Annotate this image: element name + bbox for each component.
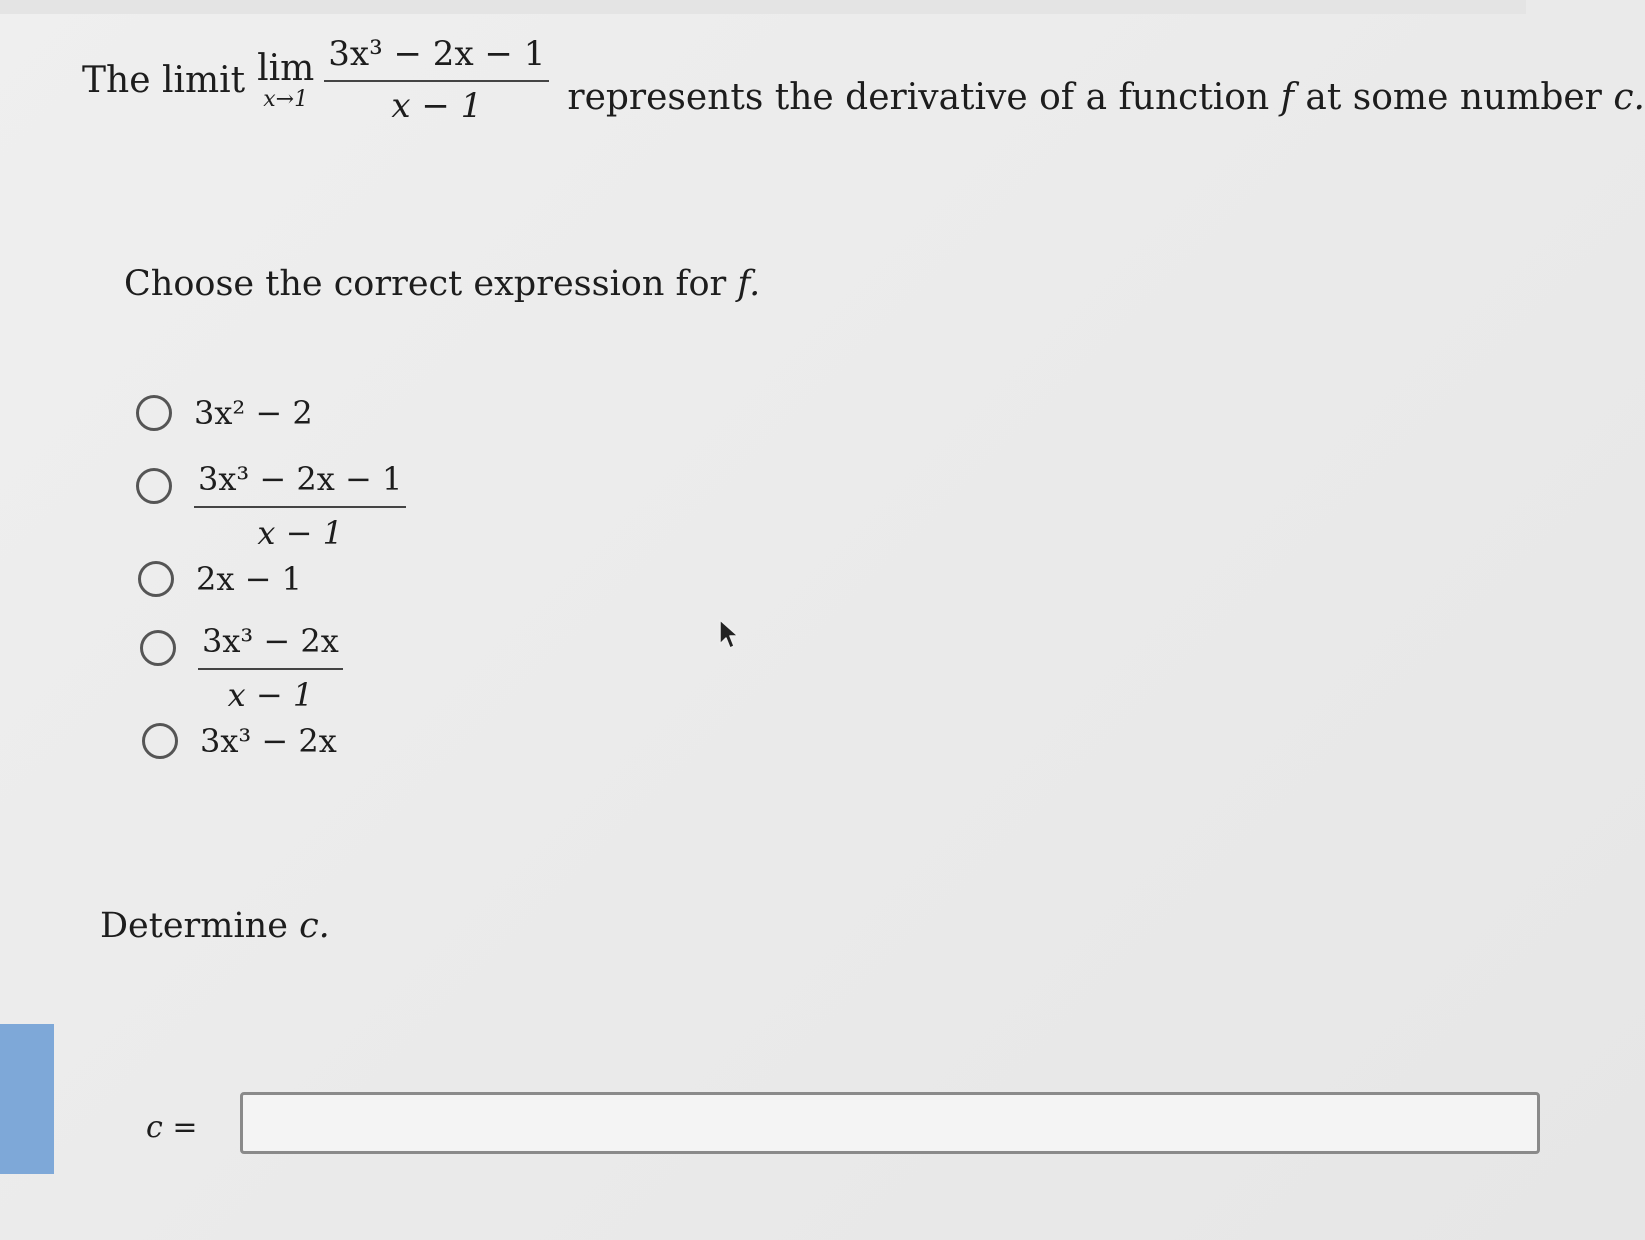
top-edge [0,0,1526,14]
option-3-label: 2x − 1 [196,560,302,598]
option-5[interactable] [142,722,337,760]
question-var-f: f [1280,76,1294,118]
option-2-fraction [194,460,406,552]
option-4[interactable] [140,622,343,714]
side-tab [0,1024,54,1174]
answer-input[interactable] [240,1092,1540,1154]
answer-label: c = [146,1110,198,1145]
radio-button-icon[interactable] [138,561,174,597]
limit-fraction [324,34,549,126]
option-5-label: 3x³ − 2x [200,722,337,760]
question-suffix [567,77,1645,118]
question-suffix-main: represents the derivative of a function [567,76,1270,118]
choose-prompt-text: Choose the correct expression for [124,264,727,304]
radio-button-icon[interactable] [136,468,172,504]
question-suffix-tail: at some number [1305,76,1602,118]
limit-subscript: x→1 [263,87,309,112]
radio-button-icon[interactable] [142,723,178,759]
option-3[interactable] [138,560,302,598]
question-prefix: The limit [82,59,246,101]
option-1[interactable] [136,394,313,432]
limit-denominator: x − 1 [391,86,483,126]
option-1-label: 3x² − 2 [194,394,313,432]
option-2[interactable] [136,460,406,552]
question-statement [82,34,1645,126]
choose-prompt-var: f. [737,264,761,304]
limit-label: lim [257,48,315,89]
limit-operator [257,48,314,112]
option-4-denominator: x − 1 [227,676,314,714]
radio-button-icon[interactable] [136,395,172,431]
option-2-denominator: x − 1 [257,514,343,552]
option-4-fraction [198,622,343,714]
option-4-numerator: 3x³ − 2x [202,622,339,660]
determine-prompt [100,906,330,946]
pointer-cursor-icon [716,618,740,654]
radio-button-icon[interactable] [140,630,176,666]
limit-numerator: 3x³ − 2x − 1 [328,34,546,74]
option-2-numerator: 3x³ − 2x − 1 [198,460,403,498]
determine-var: c. [299,906,330,946]
choose-prompt [124,264,760,304]
determine-text: Determine [100,906,288,946]
question-var-c: c. [1613,76,1645,118]
